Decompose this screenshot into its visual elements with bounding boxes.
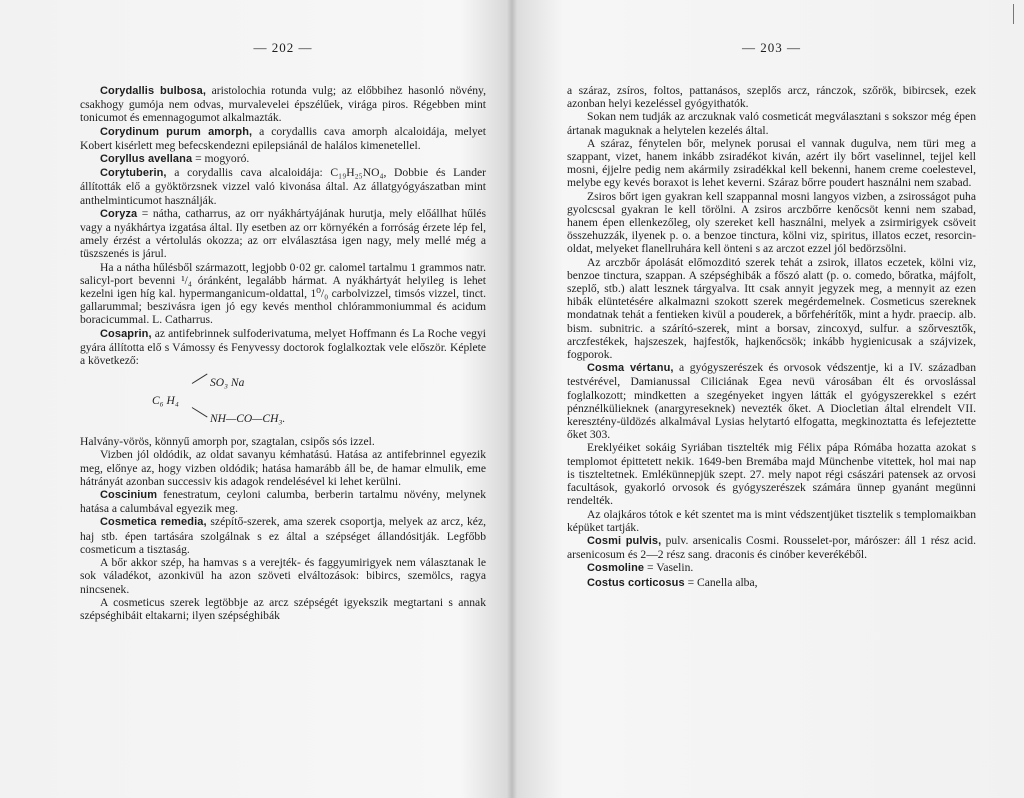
entry-paragraph <box>80 207 486 261</box>
entry-text: a corydallis cava alcaloidája: C₁₉H₂₅NO₄, Dobbie és Lander állították elő a gyöktörzsnek vizzel való kivonása által. Az állatgyógyászatban mint anthelminticumot használják. <box>80 166 486 207</box>
entry-text: pulv. arsenicalis Cosmi. Rousselet-por, márószer: áll 1 rész acid. arsenicosum és 2—2 rész sang. draconis és cinóber keverékéből. <box>567 533 976 562</box>
entry-text: a gyógyszerészek és orvosok védszentje, ki a IV. században testvérével, Damianussal Ciliciának Egea nevü városában élt és orvoslással foglalkozott; mindketten a szegényeket ingyen látták el gyógyszerekkel s ezért pénznélkülieknek (anargyreseknek) nevezték őket. A Diocletian által elrendelt VII. keresztény-üldözés alkalmával Lysias helytartó elfogatta, megkinoztatta és lefejeztette őket 303. <box>567 361 976 442</box>
chemical-formula <box>140 375 486 427</box>
entry-text: a száraz, zsíros, foltos, pattanásos, szeplős arcz, ránczok, szőrök, bibircsek, ezek azonban helyi kezeléssel gyógyithatók. <box>567 84 976 111</box>
entry-headword: Cosaprin, <box>100 327 152 340</box>
formula-top: SO₃ Na <box>210 377 245 390</box>
entry-paragraph <box>80 327 486 368</box>
entry-paragraph <box>567 576 976 590</box>
entry-paragraph <box>567 256 976 362</box>
entry-paragraph <box>567 534 976 561</box>
formula-bond-up <box>192 374 208 384</box>
page-edge-mark <box>1013 4 1022 24</box>
entry-paragraph <box>80 515 486 556</box>
entry-text: aristolochia rotunda vulg; az előbbihez hasonló növény, csakhogy gumója nem odvas, murvalevelei épszélűek, virága piros. Régebben mint tonicumot és emennagogumot alkalmazták. <box>80 84 486 125</box>
right-page <box>512 0 1024 798</box>
entry-paragraph <box>80 125 486 152</box>
entry-headword: Costus corticosus <box>587 576 685 589</box>
entry-paragraph <box>567 190 976 256</box>
entry-text: Sokan nem tudják az arczuknak való cosmeticát megválasztani s sokszor még épen ártanak maguknak a helytelen kezelés által. <box>567 110 976 137</box>
left-page-text <box>80 84 486 622</box>
entry-headword: Cosmi pulvis, <box>587 534 662 547</box>
right-page-text <box>567 84 976 590</box>
entry-text: A cosmeticus szerek legtöbbje az arcz szépségét igyekszik megtartani s annak szépséghibáit eltakarni; ilyen szépséghibák <box>80 595 486 622</box>
entry-paragraph <box>567 441 976 507</box>
entry-text: az antifebrinnek sulfoderivatuma, melyet Hoffmann és La Roche vegyi gyára állította elő s Vámossy és Fenyvessy doctorok foglalkoztak vele először. Képlete a következő: <box>80 326 486 368</box>
entry-paragraph <box>567 361 976 441</box>
entry-paragraph <box>80 488 486 515</box>
entry-text: Ereklyéiket sokáig Syriában tisztelték mig Félix pápa Rómába hozatta azokat s templomot épittetett nekik. 1649-ben Bremába majd Münchenbe vitettek, hol mai nap is tiszteltetnek. Emlékünnepjük szept. 27. mely napot régi császári patensek az orvosi facultások, gyakorló orvosok és gyógyszerészek számára ünnep gyanánt megünni rendelték. <box>567 441 976 508</box>
entry-headword: Cosmetica remedia, <box>100 516 207 529</box>
entry-headword: Coryllus avellana <box>100 153 193 166</box>
entry-text: A bőr akkor szép, ha hamvas s a verejték- és faggyumirigyek nem választanak le sok váladékot, azonkivül ha azon szöveti elváltozások: bibircs, szemölcs, ragya nincsenek. <box>80 556 486 596</box>
entry-headword: Coscinium <box>100 489 158 502</box>
page-number-left: — 202 — <box>253 40 313 55</box>
entry-paragraph <box>80 435 486 448</box>
entry-paragraph <box>80 448 486 488</box>
entry-text: Vizben jól oldódik, az oldat savanyu kémhatású. Hatása az antifebrinnel egyezik meg, előnye az, hogy vizben oldódik; hatása hamarább áll be, de hamar elmulik, eme hátrányát azonban successiv kis adagok rendelésével ki lehet kerülni. <box>80 448 486 488</box>
entry-text: A száraz, fénytelen bőr, melynek porusai el vannak dugulva, nem türi meg a szappant, vizet, hanem inkább zsiradékot kiván, azért ily bőrt vaselinnel, tejjel kell mosni, éjjelre pedig nem akármily zsiradékkal kell bekenni, hanem creme coelestevel, melybe egy kevés boraxot is lehet keverni. Száraz bőrre poudert használni nem szabad. <box>567 136 976 190</box>
entry-paragraph <box>567 110 976 136</box>
entry-headword: Corydinum purum amorph, <box>100 125 253 138</box>
entry-headword: Corytuberin, <box>100 167 167 180</box>
formula-bond-down <box>192 407 208 417</box>
entry-paragraph <box>80 596 486 622</box>
formula-left: C₆ H₄ <box>152 395 179 408</box>
entry-text: Az arczbőr ápolását előmozditó szerek tehát a zsirok, illatos eczetek, kölni viz, benzoe tinctura, szappan. A szépséghibák a főszó alatt (p. o. comedo, bőratka, májfolt, szeplő, stb.) alatt lesznek tárgyalva. Itt csak annyit jegyzek meg, a mennyit az ezen hibák elüntetésére alkalmazni szokott szerek megérdemelnek. Cosmeticus szereknek mondatnak tehát a fentieken kivül a pouderek, a bőrfehérítők, mint a hydr. praecip. alb. bism. subnitric. a szárító-szerek, mint a borsav, zincoxyd, sulfur. a szőrvesztők, arczfestékek, hajszeszek, hajfestők, hajkenőcsök; inkább hygienicusak a szájvizek, fogporok. <box>567 255 976 362</box>
entry-headword: Coryza <box>100 207 138 220</box>
entry-paragraph <box>80 166 486 207</box>
entry-paragraph <box>567 84 976 110</box>
entry-text: Ha a nátha hűlésből származott, legjobb 0·02 gr. calomel tartalmu 1 grammos natr. salicyl-port bevenni ¹/₄ óránként, legalább hármat. A nyákhártyát helyileg is lehet kezelni igen híg kal. hypermanganicum-oldattal, 1⁰/₀ carbolvizzel, timsós vizzel, tinct. gallarummal; beszivásra igen jó egy kevés menthol chlórammoniummal és acidum boracicummal. L. Catharrus. <box>80 260 486 327</box>
entry-headword: Corydallis bulbosa, <box>100 85 207 97</box>
entry-headword: Cosmoline <box>587 562 645 575</box>
entry-paragraph <box>567 508 976 534</box>
formula-bottom: NH—CO—CH₃. <box>210 413 286 426</box>
entry-text: Zsiros bőrt igen gyakran kell szappannal mosni langyos vizben, a zsirosságot puha gyolcscsal gyakran le kell törölni. A zsiros arczbőrre kenőcsöt kenni nem szabad, hanem épen ellenkezőleg, oly szereket kell használni, melyek a zsirmirigyek csöveit összehuzzák, ilyenek p. o. a benzoe tinctura, kölni viz, spiritus, illatos eczet, resorcin-oldat, melyeket flanellruhára kell önteni s az arczot ezzel jól bedörzsölni. <box>567 189 976 256</box>
entry-text: Halvány-vörös, könnyű amorph por, szagtalan, csipős sós izzel. <box>80 435 375 449</box>
entry-text: a corydallis cava amorph alcaloidája, melyet Kobert kisérlett meg befecskendezni epilepsiánál de halálos kimenetellel. <box>80 124 486 152</box>
entry-paragraph <box>80 84 486 125</box>
entry-text: fenestratum, ceyloni calumba, berberin tartalmu növény, melynek hatása a calumbával egyezik meg. <box>80 488 486 516</box>
entry-text: = Vaselin. <box>644 561 694 575</box>
entry-text: Az olajkáros tótok e két szentet ma is mint védszentjüket tisztelik s templomaikban képüket tartják. <box>567 507 976 534</box>
entry-paragraph <box>80 261 486 327</box>
entry-paragraph <box>567 137 976 190</box>
page-number-right: — 203 — <box>742 40 801 55</box>
entry-text: = Canella alba, <box>684 575 758 589</box>
entry-text: szépítő-szerek, ama szerek csoportja, melyek az arcz, kéz, haj stb. épen tartására szolgálnak s ez által a szépséget állandósitják. Legfőbb cosmeticum a tisztaság. <box>80 515 486 556</box>
entry-text: = mogyoró. <box>192 152 250 166</box>
entry-paragraph <box>80 556 486 596</box>
entry-paragraph <box>567 561 976 575</box>
entry-text: = nátha, catharrus, az orr nyákhártyájának hurutja, mely előállhat hűlés vagy a nyákhártya izgatása által. Ily esetben az orr környékén a forróság érzete lép fel, amely érzést a vértolulás okozza; az orr elválasztása igen nagy, mely mellé még a tüszszenés is járul. <box>80 206 486 261</box>
entry-headword: Cosma vértanu, <box>587 362 674 375</box>
entry-paragraph <box>80 152 486 166</box>
